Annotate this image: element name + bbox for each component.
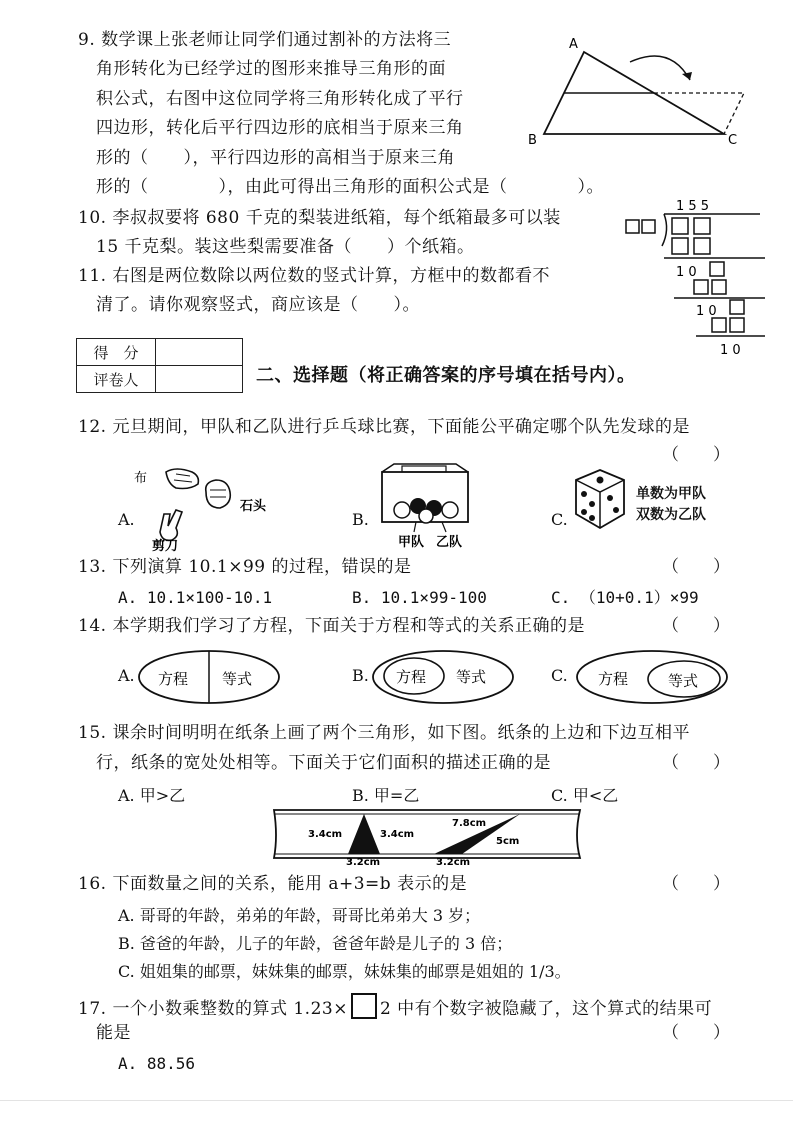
page-bottom-rule [0, 1100, 793, 1101]
q9-line-1: 9. 数学课上张老师让同学们通过割补的方法将三 [78, 30, 452, 50]
q15-measure-left: 3.4cm [308, 829, 343, 840]
score-table [76, 338, 243, 393]
q14-stem: 14. 本学期我们学习了方程，下面关于方程和等式的关系正确的是 [78, 616, 585, 636]
q9-label-a: A [569, 37, 578, 52]
q9-line-6: 形的（ ），由此可得出三角形的面积公式是（ ）。 [96, 177, 604, 197]
q14-diagram-b [368, 646, 518, 708]
q12-option-a-label: A. [118, 510, 135, 529]
q12-odd-rule: 单数为甲队 [636, 486, 706, 502]
q13-stem: 13. 下列演算 10.1×99 的过程，错误的是 [78, 557, 412, 577]
q15-paper-strip-figure [268, 806, 586, 868]
q12-stem: 12. 元旦期间，甲队和乙队进行乒乓球比赛，下面能公平确定哪个队先发球的是 [78, 417, 690, 437]
q12-cloth-label: 布 [134, 471, 148, 486]
q14-b-fangcheng: 方程 [396, 668, 427, 686]
q12-dice-figure [568, 466, 630, 534]
q12-answer-paren: （ ） [662, 445, 730, 465]
q15-option-a: A. 甲>乙 [118, 786, 186, 805]
q14-a-dengshi: 等式 [222, 670, 253, 688]
q14-a-fangcheng: 方程 [158, 670, 189, 688]
q14-b-dengshi: 等式 [456, 668, 487, 686]
q12-option-c-label: C. [551, 510, 568, 529]
grader-label: 评卷人 [77, 366, 156, 393]
q10-line-1: 10. 李叔叔要将 680 千克的梨装进纸箱，每个纸箱最多可以装 [78, 208, 561, 228]
q15-measure-base1: 3.2cm [346, 857, 381, 868]
q9-line-4: 四边形，转化后平行四边形的底相当于原来三角 [96, 118, 464, 138]
q17-option-a: A. 88.56 [118, 1054, 196, 1073]
q16-stem: 16. 下面数量之间的关系，能用 a+3=b 表示的是 [78, 874, 468, 894]
q16-option-c: C. 姐姐集的邮票，妹妹集的邮票，妹妹集的邮票是姐姐的 1/3。 [118, 962, 571, 981]
q11-d1: 1 0 [676, 265, 697, 280]
q13-option-a: A. 10.1×100-10.1 [118, 588, 273, 607]
q15-line-1: 15. 课余时间明明在纸条上画了两个三角形，如下图。纸条的上边和下边互相平 [78, 723, 690, 743]
q17-hidden-digit-box [351, 993, 377, 1019]
q14-diagram-a [134, 646, 284, 708]
q11-quotient: 1 5 5 [676, 199, 710, 214]
q11-d2: 1 0 [696, 304, 717, 319]
grader-cell [156, 366, 243, 393]
q16-option-a: A. 哥哥的年龄，弟弟的年龄，哥哥比弟弟大 3 岁； [118, 906, 481, 925]
q16-option-b: B. 爸爸的年龄，儿子的年龄，爸爸年龄是儿子的 3 倍； [118, 934, 513, 953]
q15-answer-paren: （ ） [662, 753, 730, 773]
q13-option-b: B. 10.1×99-100 [352, 588, 487, 607]
q17-line-2: 能是 [96, 1023, 131, 1043]
q9-triangle-figure [520, 32, 760, 152]
q14-c-fangcheng: 方程 [598, 670, 629, 688]
q14-option-b-label: B. [352, 666, 369, 685]
q11-remainder: 1 0 [720, 343, 741, 358]
q15-measure-side: 5cm [496, 836, 520, 847]
q16-answer-paren: （ ） [662, 874, 730, 894]
q14-option-a-label: A. [118, 666, 135, 685]
q11-line-1: 11. 右图是两位数除以两位数的竖式计算，方框中的数都看不 [78, 266, 550, 286]
q12-option-b-label: B. [352, 510, 369, 529]
q9-line-2: 角形转化为已经学过的图形来推导三角形的面 [96, 59, 446, 79]
q12-scissors-label: 剪刀 [152, 539, 179, 552]
q15-measure-right: 3.4cm [380, 829, 415, 840]
q15-measure-long: 7.8cm [452, 818, 487, 829]
q12-team-yi-label: 乙队 [436, 535, 463, 550]
q15-line-2: 行，纸条的宽处处相等。下面关于它们面积的描述正确的是 [96, 753, 551, 773]
q14-c-dengshi: 等式 [668, 672, 699, 690]
q13-option-c: C. （10+0.1）×99 [551, 588, 699, 607]
q14-answer-paren: （ ） [662, 616, 730, 636]
q12-team-jia-label: 甲队 [398, 535, 425, 550]
section-2-title: 二、选择题（将正确答案的序号填在括号内）。 [256, 365, 636, 386]
q9-line-3: 积公式，右图中这位同学将三角形转化成了平行 [96, 89, 464, 109]
score-label: 得 分 [77, 339, 156, 366]
q15-measure-base2: 3.2cm [436, 857, 471, 868]
q12-stone-label: 石头 [240, 499, 267, 514]
score-cell [156, 339, 243, 366]
q10-line-2: 15 千克梨。装这些梨需要准备（ ）个纸箱。 [96, 237, 475, 257]
q12-ball-box-figure [376, 460, 476, 550]
q12-rock-paper-scissors-figure [130, 462, 290, 552]
q12-even-rule: 双数为乙队 [636, 507, 706, 523]
q14-option-c-label: C. [551, 666, 568, 685]
q17-answer-paren: （ ） [662, 1023, 730, 1043]
q17-line-1 [78, 993, 712, 1020]
q13-answer-paren: （ ） [662, 557, 730, 577]
q11-line-2: 清了。请你观察竖式，商应该是（ ）。 [96, 295, 420, 315]
q11-division-figure [620, 194, 770, 359]
q9-label-c: C [728, 133, 738, 148]
q15-option-b: B. 甲=乙 [352, 786, 420, 805]
q15-option-c: C. 甲<乙 [551, 786, 619, 805]
q17-stem-post: 2 中有个数字被隐藏了，这个算式的结果可 [379, 999, 713, 1019]
q9-line-5: 形的（ ），平行四边形的高相当于原来三角 [96, 148, 455, 168]
q9-label-b: B [528, 133, 537, 148]
q17-stem-pre: 17. 一个小数乘整数的算式 1.23× [78, 999, 348, 1019]
q14-diagram-c [572, 646, 732, 708]
